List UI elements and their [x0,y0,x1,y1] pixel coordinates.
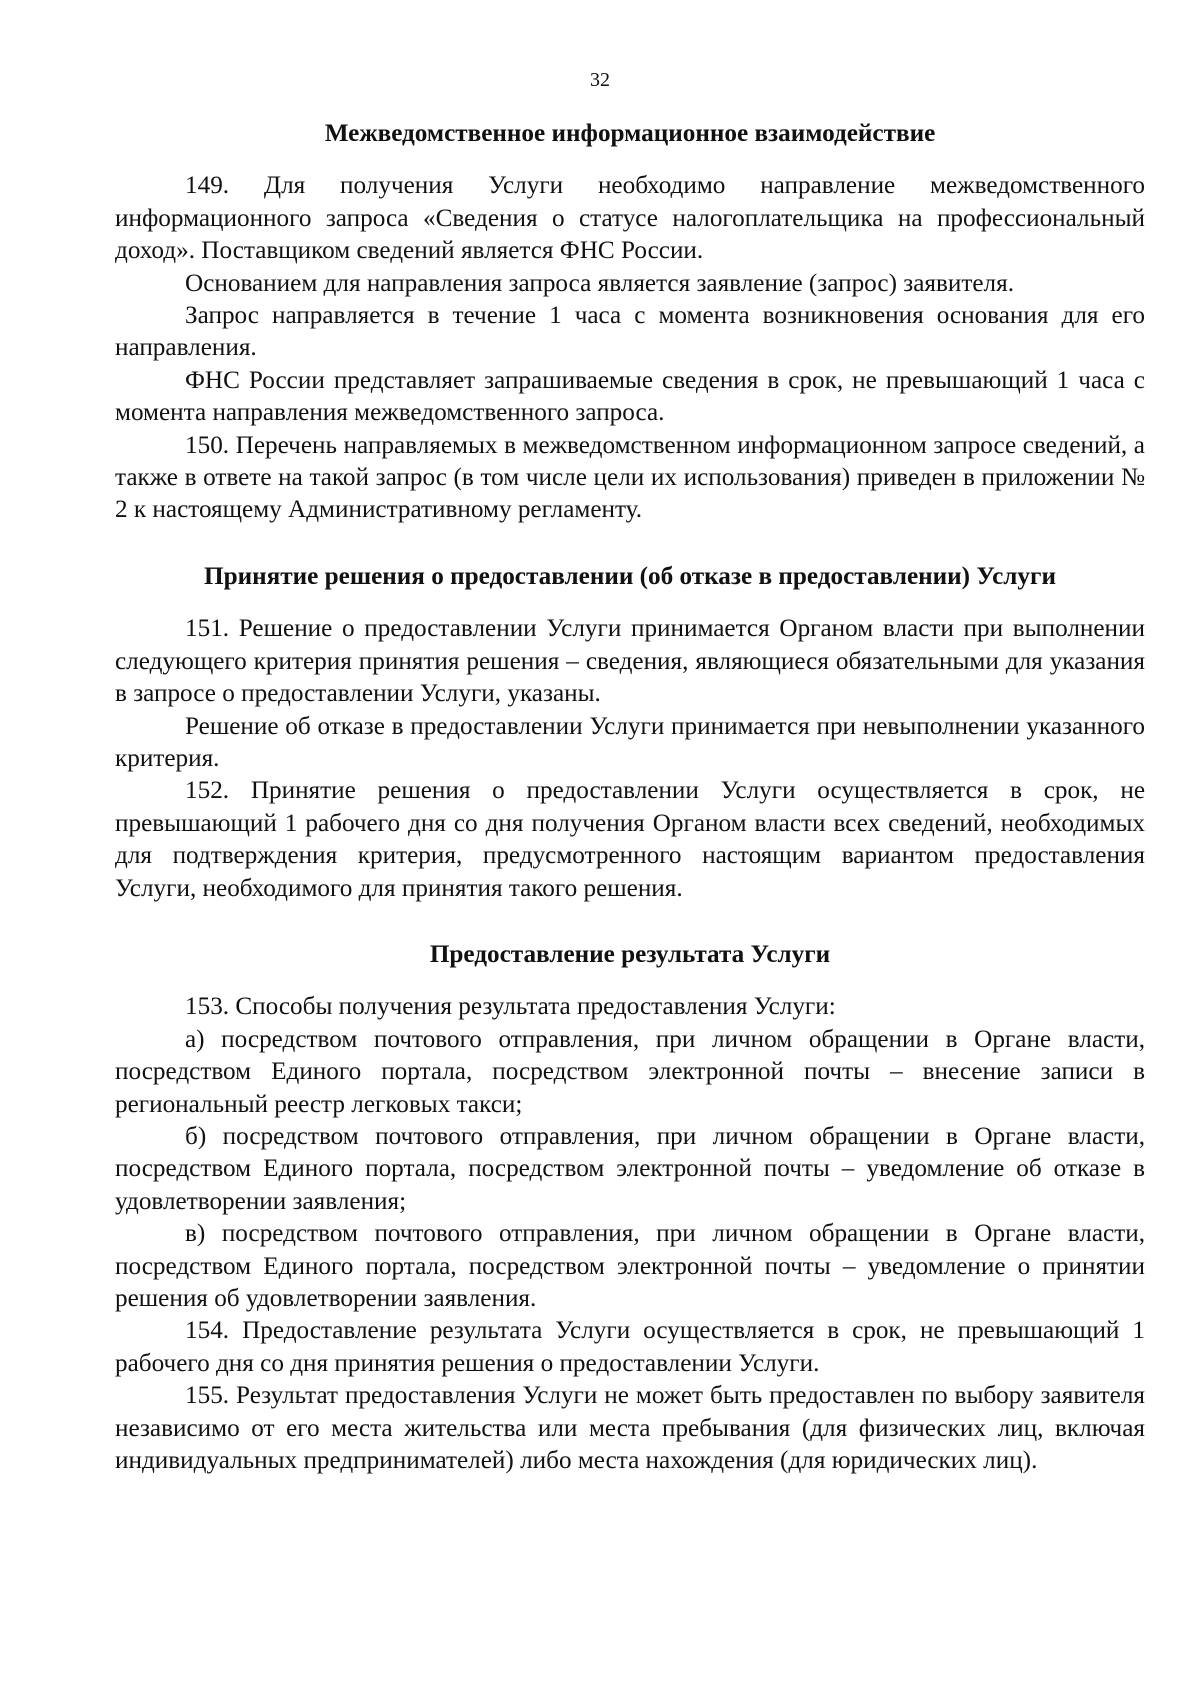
section-heading: Принятие решения о предоставлении (об отказе в предоставлении) Услуги [204,562,1056,590]
paragraph: в) посредством почтового отправления, при личном обращении в Органе власти, посредством Единого портала, посредством электронной почты – уведомление о принятии решения об удовлетворении заявления. [115,1220,1145,1312]
paragraph: Основанием для направления запроса является заявление (запрос) заявителя. [185,269,1014,297]
paragraph: 152. Принятие решения о предоставлении Услуги осуществляется в срок, не превышающий 1 рабочего дня со дня получения Органом власти всех сведений, необходимых для подтверждения критерия, предусмотренного настоящим вариантом предоставления Услуги, необходимого для принятия такого решения. [115,777,1145,902]
paragraph: ФНС России представляет запрашиваемые сведения в срок, не превышающий 1 часа с момента направления межведомственного запроса. [115,366,1145,427]
paragraph: Запрос направляется в течение 1 часа с момента возникновения основания для его направления. [115,302,1145,362]
paragraph: Решение об отказе в предоставлении Услуги принимается при невыполнении указанного критерия. [115,712,1145,772]
paragraph: 149. Для получения Услуги необходимо направление межведомственного информационного запроса «Сведения о статусе налогоплательщика на профессиональный доход». Поставщиком сведений является ФНС России. [115,172,1145,265]
section-heading: Межведомственное информационное взаимодействие [324,120,936,147]
section-heading: Предоставление результата Услуги [429,940,831,968]
paragraph: а) посредством почтового отправления, при личном обращении в Органе власти, посредством Единого портала, посредством электронной почты – внесение записи в региональный реестр легковых такси; [115,1025,1145,1118]
paragraph: б) посредством почтового отправления, при личном обращении в Органе власти, посредством Единого портала, посредством электронной почты – уведомление об отказе в удовлетворении заявления; [115,1122,1145,1215]
paragraph: 151. Решение о предоставлении Услуги принимается Органом власти при выполнении следующего критерия принятия решения – сведения, являющиеся обязательными для указания в запросе о предоставлении Услуги, указаны. [115,615,1145,708]
paragraph: 153. Способы получения результата предоставления Услуги: [185,993,836,1021]
paragraph: 150. Перечень направляемых в межведомственном информационном запросе сведений, а также в ответе на такой запрос (в том числе цели их использования) приведен в приложении № 2 к настоящему Административному регламенту. [115,431,1145,524]
page-content [115,118,1145,1477]
paragraph: 155. Результат предоставления Услуги не может быть предоставлен по выбору заявителя независимо от его места жительства или места пребывания (для физических лиц, включая индивидуальных предпринимателей) либо места нахождения (для юридических лиц). [115,1382,1145,1475]
paragraph: 154. Предоставление результата Услуги осуществляется в срок, не превышающий 1 рабочего дня со дня принятия решения о предоставлении Услуги. [115,1317,1145,1377]
page-number: 32 [590,69,610,91]
